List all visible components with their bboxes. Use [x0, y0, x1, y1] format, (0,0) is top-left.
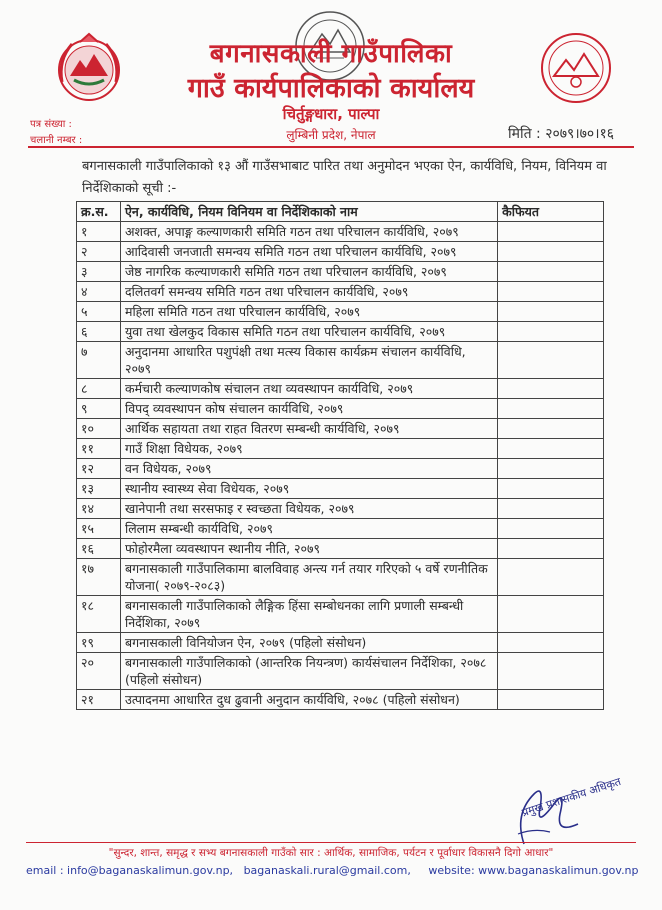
remarks-cell: [498, 633, 604, 653]
footer-divider: [26, 842, 636, 843]
remarks-header: कैफियत: [498, 202, 604, 222]
table-row: [77, 399, 604, 419]
remarks-cell: [498, 653, 604, 690]
serial-cell: ११: [77, 439, 121, 459]
remarks-cell: [498, 379, 604, 399]
document-name-cell: दलितवर्ग समन्वय समिति गठन तथा परिचालन कार्यविधि, २०७९: [120, 282, 497, 302]
remarks-cell: [498, 242, 604, 262]
serial-cell: १: [77, 222, 121, 242]
remarks-cell: [498, 539, 604, 559]
table-row: [77, 653, 604, 690]
document-name-cell: आर्थिक सहायता तथा राहत वितरण सम्बन्धी कार्यविधि, २०७९: [120, 419, 497, 439]
document-name-cell: लिलाम सम्बन्धी कार्यविधि, २०७९: [120, 519, 497, 539]
remarks-cell: [498, 342, 604, 379]
serial-cell: १८: [77, 596, 121, 633]
table-row: [77, 519, 604, 539]
table-header-row: [77, 202, 604, 222]
document-name-cell: जेष्ठ नागरिक कल्याणकारी समिति गठन तथा परिचालन कार्यविधि, २०७९: [120, 262, 497, 282]
table-row: [77, 439, 604, 459]
serial-cell: ६: [77, 322, 121, 342]
dispatch-number-label: चलानी नम्बर :: [30, 135, 83, 146]
document-name-cell: बगनासकाली गाउँपालिकाको लैङ्गिक हिंसा सम्बोधनका लागि प्रणाली सम्बन्धी निर्देशिका, २०७९: [120, 596, 497, 633]
table-row: [77, 379, 604, 399]
serial-cell: १७: [77, 559, 121, 596]
office-name: गाउँ कार्यपालिकाको कार्यालय: [187, 73, 475, 104]
document-name-cell: विपद् व्यवस्थापन कोष संचालन कार्यविधि, २०७९: [120, 399, 497, 419]
serial-header: क्र.स.: [77, 202, 121, 222]
document-name-cell: अशक्त, अपाङ्ग कल्याणकारी समिति गठन तथा परिचालन कार्यविधि, २०७९: [120, 222, 497, 242]
serial-cell: ३: [77, 262, 121, 282]
table-row: [77, 419, 604, 439]
remarks-cell: [498, 479, 604, 499]
remarks-cell: [498, 439, 604, 459]
remarks-cell: [498, 559, 604, 596]
remarks-cell: [498, 419, 604, 439]
serial-cell: १९: [77, 633, 121, 653]
serial-cell: ४: [77, 282, 121, 302]
remarks-cell: [498, 690, 604, 710]
serial-cell: ७: [77, 342, 121, 379]
serial-cell: १०: [77, 419, 121, 439]
name-header: ऐन, कार्यविधि, नियम विनियम वा निर्देशिकाको नाम: [120, 202, 497, 222]
document-name-cell: कर्मचारी कल्याणकोष संचालन तथा व्यवस्थापन कार्यविधि, २०७९: [120, 379, 497, 399]
header-divider: [28, 146, 634, 148]
document-name-cell: उत्पादनमा आधारित दुध ढुवानी अनुदान कार्यविधि, २०७८ (पहिलो संसोधन): [120, 690, 497, 710]
table-row: [77, 262, 604, 282]
table-row: [77, 479, 604, 499]
table-row: [77, 322, 604, 342]
document-name-cell: गाउँ शिक्षा विधेयक, २०७९: [120, 439, 497, 459]
serial-cell: २१: [77, 690, 121, 710]
documents-table: [76, 201, 604, 710]
document-name-cell: खानेपानी तथा सरसफाइ र स्वच्छता विधेयक, २०७९: [120, 499, 497, 519]
document-name-cell: बगनासकाली विनियोजन ऐन, २०७९ (पहिलो संसोधन): [120, 633, 497, 653]
document-name-cell: बगनासकाली गाउँपालिकाको (आन्तरिक नियन्त्रण) कार्यसंचालन निर्देशिका, २०७८ (पहिलो संसोधन): [120, 653, 497, 690]
remarks-cell: [498, 302, 604, 322]
remarks-cell: [498, 222, 604, 242]
table-row: [77, 302, 604, 322]
municipality-name: बगनासकाली गाउँपालिका: [209, 39, 453, 69]
table-row: [77, 342, 604, 379]
table-row: [77, 690, 604, 710]
email-link[interactable]: email : info@baganaskalimun.gov.np,: [26, 864, 234, 877]
table-row: [77, 459, 604, 479]
remarks-cell: [498, 519, 604, 539]
table-row: [77, 539, 604, 559]
table-row: [77, 222, 604, 242]
ref-number-label: पत्र संख्या :: [30, 119, 72, 130]
intro-paragraph: बगनासकाली गाउँपालिकाको १३ औं गाउँसभाबाट पारित तथा अनुमोदन भएका ऐन, कार्यविधि, नियम, विनियम वा निर्देशिकाको सूची :-: [82, 159, 607, 196]
remarks-cell: [498, 596, 604, 633]
document-name-cell: स्थानीय स्वास्थ्य सेवा विधेयक, २०७९: [120, 479, 497, 499]
remarks-cell: [498, 322, 604, 342]
office-address: चिर्तुङ्गधारा, पाल्पा: [282, 105, 380, 123]
serial-cell: १३: [77, 479, 121, 499]
table-row: [77, 282, 604, 302]
footer-motto: "सुन्दर, शान्त, समृद्ध र सभ्य बगनासकाली गाउँको सार : आर्थिक, सामाजिक, पर्यटन र पूर्वाधार विकासनै दिगो आधार": [108, 847, 554, 859]
document-name-cell: बगनासकाली गाउँपालिकामा बालविवाह अन्त्य गर्न तयार गरिएको ५ वर्षे रणनीतिक योजना( २०७९-२०८३): [120, 559, 497, 596]
email2-link[interactable]: baganaskali.rural@gmail.com,: [243, 864, 411, 877]
table-row: [77, 559, 604, 596]
letter-date: मिति : २०७९।७०।१६: [508, 126, 615, 142]
serial-cell: १६: [77, 539, 121, 559]
table-row: [77, 633, 604, 653]
footer-contact: [26, 864, 646, 877]
serial-cell: १२: [77, 459, 121, 479]
table-row: [77, 242, 604, 262]
serial-cell: २: [77, 242, 121, 262]
remarks-cell: [498, 459, 604, 479]
signatory-title: प्रमुख प्रशासकीय अधिकृत: [520, 775, 623, 820]
serial-cell: ५: [77, 302, 121, 322]
table-row: [77, 499, 604, 519]
document-name-cell: युवा तथा खेलकुद विकास समिति गठन तथा परिचालन कार्यविधि, २०७९: [120, 322, 497, 342]
remarks-cell: [498, 499, 604, 519]
document-name-cell: फोहोरमैला व्यवस्थापन स्थानीय नीति, २०७९: [120, 539, 497, 559]
document-name-cell: अनुदानमा आधारित पशुपंक्षी तथा मत्स्य विकास कार्यक्रम संचालन कार्यविधि, २०७९: [120, 342, 497, 379]
document-name-cell: वन विधेयक, २०७९: [120, 459, 497, 479]
document-name-cell: महिला समिति गठन तथा परिचालन कार्यविधि, २०७९: [120, 302, 497, 322]
remarks-cell: [498, 262, 604, 282]
serial-cell: १४: [77, 499, 121, 519]
province-name: लुम्बिनी प्रदेश, नेपाल: [286, 128, 376, 142]
serial-cell: ९: [77, 399, 121, 419]
serial-cell: १५: [77, 519, 121, 539]
table-row: [77, 596, 604, 633]
document-name-cell: आदिवासी जनजाती समन्वय समिति गठन तथा परिचालन कार्यविधि, २०७९: [120, 242, 497, 262]
serial-cell: ८: [77, 379, 121, 399]
serial-cell: २०: [77, 653, 121, 690]
remarks-cell: [498, 399, 604, 419]
website-link[interactable]: website: www.baganaskalimun.gov.np: [428, 864, 639, 877]
remarks-cell: [498, 282, 604, 302]
